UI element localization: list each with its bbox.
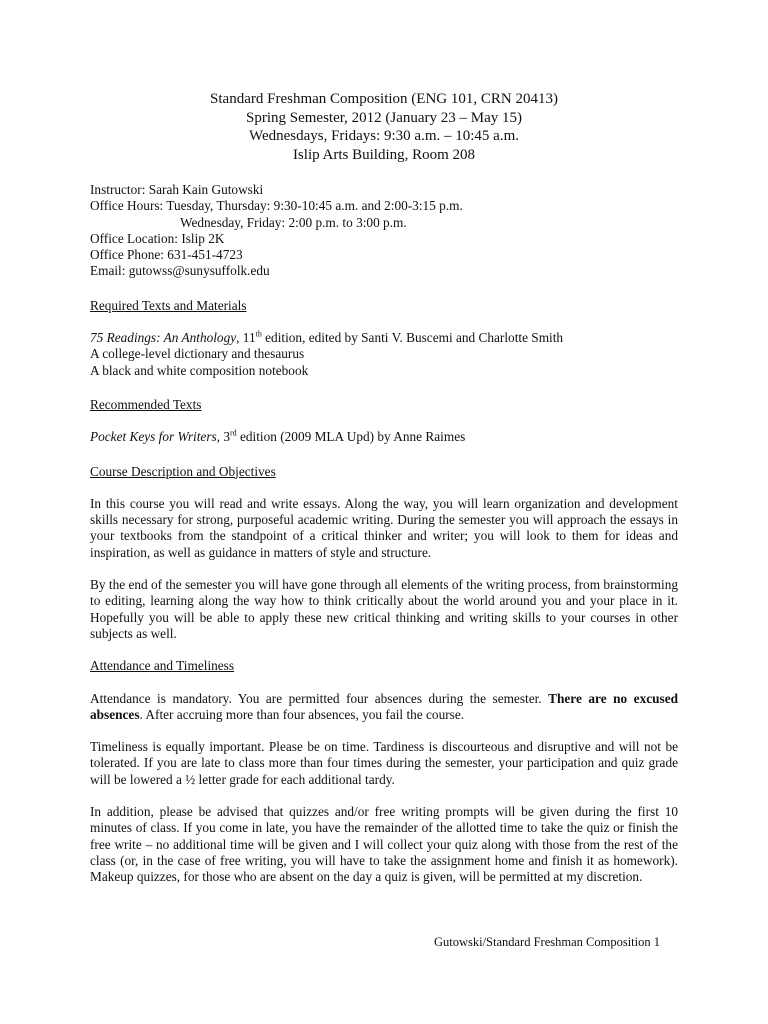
recommended-texts-list xyxy=(90,429,678,445)
meeting-times: Wednesdays, Fridays: 9:30 a.m. – 10:45 a.m. xyxy=(248,128,519,144)
course-description-paragraph-2: By the end of the semester you will have gone through all elements of the writing process, from brainstorming to editing, learning along the way how to think critically about the world around you and your place in it. Hopefully you will be able to apply these new critical thinking and writing skills to your courses in other subjects as well. xyxy=(90,577,678,641)
required-texts-heading: Required Texts and Materials xyxy=(90,297,247,313)
recommended-book: Pocket Keys for Writers, 3rd edition (2009 MLA Upd) by Anne Raimes xyxy=(90,428,466,445)
office-hours-line-1: Office Hours: Tuesday, Thursday: 9:30-10:45 a.m. and 2:00-3:15 p.m. xyxy=(90,198,463,214)
semester-line: Spring Semester, 2012 (January 23 – May 15) xyxy=(245,109,523,126)
required-item-notebook: A black and white composition notebook xyxy=(90,362,309,378)
instructor-email: Email: gutowss@sunysuffolk.edu xyxy=(90,263,270,279)
required-texts-list xyxy=(90,330,678,379)
page-footer: Gutowski/Standard Freshman Composition 1 xyxy=(433,935,660,949)
attendance-paragraph-3: In addition, please be advised that quizzes and/or free writing prompts will be given during the first 10 minutes of class. If you come in late, you have the remainder of the allotted time to take the quiz or finish the free write – no additional time will be given and I will collect your quiz along with those from the rest of the class (or, in the case of free writing, you will have to take the assignment home and finish it as homework). Makeup quizzes, for those who are absent on the day a quiz is given, will be permitted at my discretion. xyxy=(90,804,678,885)
attendance-paragraph-2: Timeliness is equally important. Please be on time. Tardiness is discourteous and disruptive and will not be tolerated. If you are late to class more than four times during the semester, your participation and quiz grade will be lowered a ½ letter grade for each additional tardy. xyxy=(90,739,678,787)
course-description-heading: Course Description and Objectives xyxy=(90,463,276,479)
office-phone: Office Phone: 631-451-4723 xyxy=(90,247,243,263)
room-location: Islip Arts Building, Room 208 xyxy=(292,146,476,163)
office-hours-line-2: Wednesday, Friday: 2:00 p.m. to 3:00 p.m. xyxy=(180,214,407,230)
instructor-name: Instructor: Sarah Kain Gutowski xyxy=(90,182,264,197)
recommended-book-title: Pocket Keys for Writers, xyxy=(90,429,220,445)
office-location: Office Location: Islip 2K xyxy=(90,230,225,246)
attendance-paragraph-1: Attendance is mandatory. You are permitted four absences during the semester. There are no excused absences. After accruing more than four absences, you fail the course. xyxy=(90,690,678,722)
required-item-dictionary: A college-level dictionary and thesaurus xyxy=(90,346,305,362)
course-description-paragraph-1: In this course you will read and write essays. Along the way, you will learn organization and development skills necessary for strong, purposeful academic writing. During the semester you will approach the essays in your textbooks from the standpoint of a critical thinker and writer; you will look to them for ideas and inspiration, as well as guidance in matters of style and structure. xyxy=(90,495,678,560)
recommended-texts-heading: Recommended Texts xyxy=(90,396,202,412)
required-book-title: 75 Readings: An Anthology xyxy=(90,330,237,346)
course-title: Standard Freshman Composition (ENG 101, CRN 20413) xyxy=(210,91,558,107)
instructor-info xyxy=(90,182,678,280)
no-excused-absences-emphasis: There are no excused absences xyxy=(90,690,678,722)
required-book: 75 Readings: An Anthology, 11th edition, edited by Santi V. Buscemi and Charlotte Smith xyxy=(90,329,564,346)
course-header xyxy=(90,90,678,164)
attendance-heading: Attendance and Timeliness xyxy=(90,658,235,674)
